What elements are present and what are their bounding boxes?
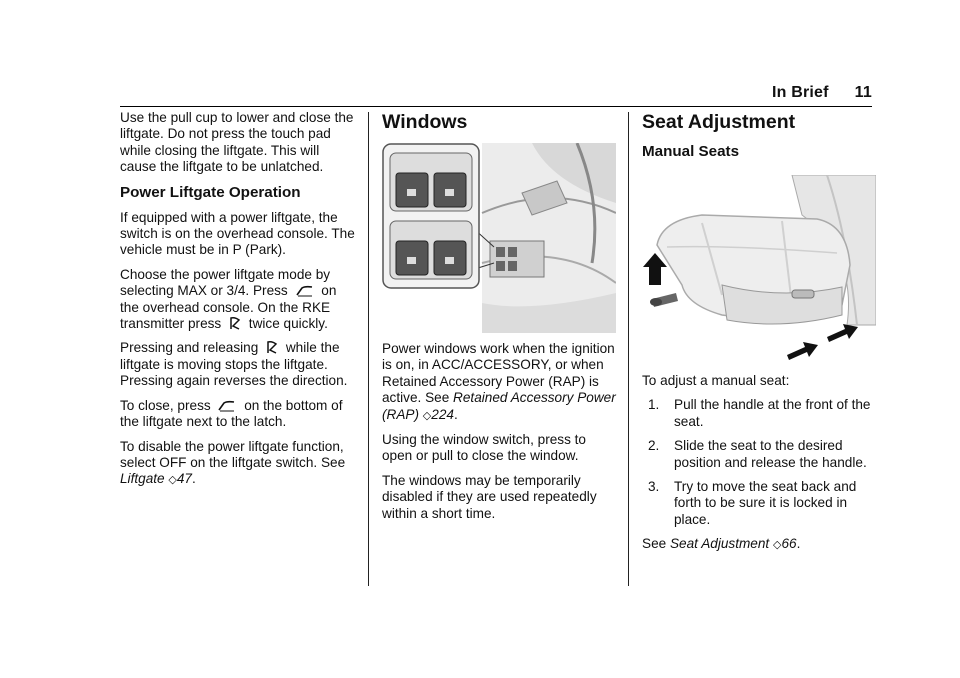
liftgate-icon: [296, 285, 314, 297]
text: To close, press: [120, 397, 211, 413]
list-item: [642, 397, 876, 430]
step-list: [642, 397, 876, 528]
step-number: 2.: [648, 438, 660, 454]
column-seat-adjustment: [642, 110, 876, 562]
paragraph: [382, 341, 618, 424]
page-reference[interactable]: 66: [781, 536, 797, 552]
header-rule: [120, 106, 872, 107]
step-text: Slide the seat to the desired position and release the handle.: [674, 438, 867, 470]
page-reference-icon: ◇: [168, 474, 177, 487]
step-text: Pull the handle at the front of the seat.: [674, 397, 871, 429]
liftgate-icon: [218, 400, 236, 412]
cross-reference-link[interactable]: Liftgate: [120, 471, 165, 487]
text: while the liftgate is moving stops the liftgate. Pressing again reverses the direction.: [120, 340, 348, 389]
text: on the overhead console. On the RKE transmitter press: [120, 283, 337, 332]
rke-liftgate-icon: [229, 316, 241, 330]
text: .: [191, 471, 196, 487]
cross-reference-link[interactable]: Seat Adjustment: [669, 536, 770, 552]
column-divider: [368, 112, 369, 586]
subsection-heading: Manual Seats: [642, 143, 740, 160]
paragraph: Use the pull cup to lower and close the liftgate. Do not press the touch pad while closing the liftgate. This will cause the liftgate to be unlatched.: [120, 110, 354, 175]
text: Pressing and releasing: [120, 340, 259, 356]
window-switch-illustration: [382, 143, 616, 333]
page-reference[interactable]: 224: [431, 406, 454, 422]
text: on the bottom of the liftgate next to the latch.: [120, 397, 343, 430]
text: twice quickly.: [248, 316, 328, 332]
paragraph: To adjust a manual seat:: [642, 373, 790, 388]
paragraph: If equipped with a power liftgate, the switch is on the overhead console. The vehicle must be in P (Park).: [120, 209, 355, 258]
text: To disable the power liftgate function, select OFF on the liftgate switch. See: [120, 438, 346, 470]
column-divider: [628, 112, 629, 586]
section-heading: Power Liftgate Operation: [120, 183, 301, 201]
column-liftgate: [120, 110, 356, 497]
section-heading: Seat Adjustment: [642, 111, 796, 133]
paragraph: [120, 398, 356, 431]
paragraph: [120, 267, 356, 333]
paragraph: [120, 340, 356, 389]
page-reference-icon: ◇: [773, 539, 782, 552]
column-windows: [382, 110, 618, 530]
text: Power windows work when the ignition is on, in ACC/ACCESSORY, or when Retained Accessory Power (RAP) is active. See: [382, 341, 615, 406]
step-number: 1.: [648, 397, 660, 413]
text: Choose the power liftgate mode by selecting MAX or 3/4. Press: [120, 266, 331, 299]
text: .: [796, 536, 801, 552]
paragraph: [120, 439, 356, 489]
section-heading: Windows: [382, 111, 468, 133]
manual-seat-illustration: [642, 175, 876, 365]
paragraph: Using the window switch, press to open or pull to close the window.: [382, 432, 586, 464]
paragraph: [642, 536, 876, 553]
list-item: [642, 479, 876, 528]
page-reference[interactable]: 47: [176, 471, 192, 487]
page-reference-icon: ◇: [422, 409, 432, 422]
page-number: 11: [854, 84, 872, 101]
paragraph: The windows may be temporarily disabled if they are used repeatedly within a short time.: [382, 472, 597, 521]
step-text: Try to move the seat back and forth to be sure it is locked in place.: [674, 479, 857, 527]
step-number: 3.: [648, 479, 660, 495]
text: See: [642, 536, 667, 552]
section-title: In Brief: [771, 84, 829, 101]
text: .: [453, 406, 458, 422]
page-header: [772, 84, 872, 102]
rke-liftgate-icon: [266, 340, 278, 354]
list-item: [642, 438, 876, 471]
cross-reference-link[interactable]: Retained Accessory Power (RAP): [382, 390, 616, 422]
